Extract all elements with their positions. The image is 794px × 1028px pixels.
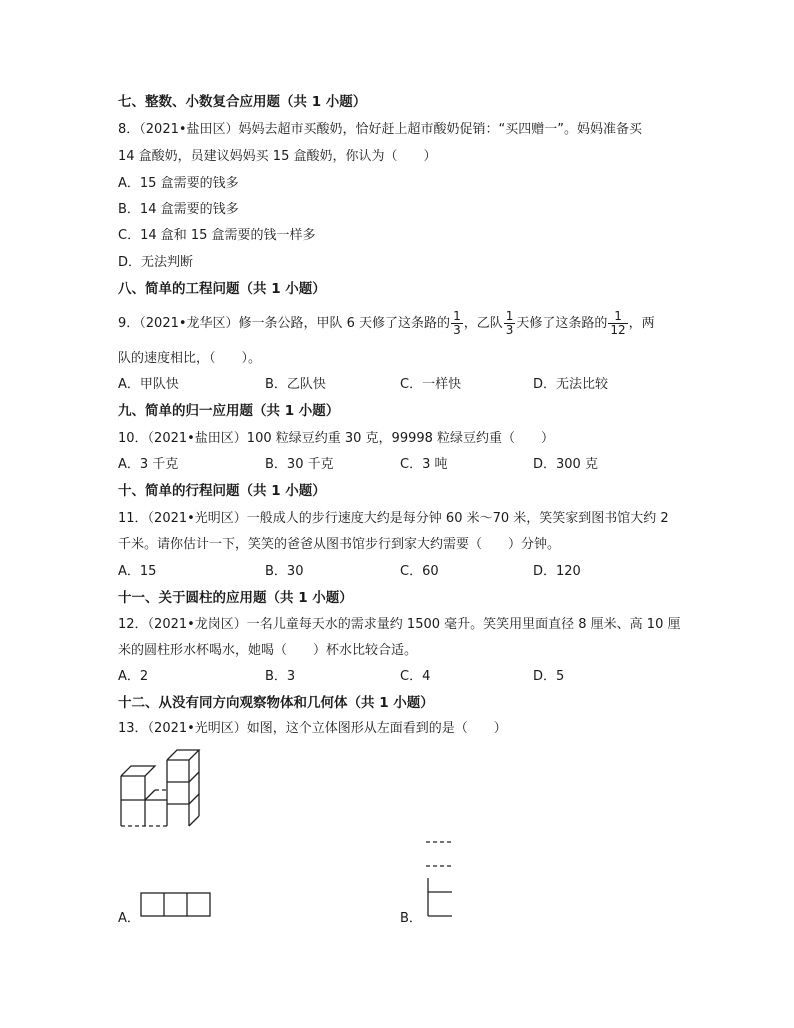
question-11-option-a[interactable]: A．15 bbox=[118, 564, 157, 579]
question-10-option-b[interactable]: B．30 千克 bbox=[265, 457, 334, 472]
question-10-option-d[interactable]: D．300 克 bbox=[533, 457, 598, 472]
question-11-line-1: 11．（2021•光明区）一般成人的步行速度大约是每分钟 60 米～70 米，笑笑家到图书馆大约 2 bbox=[118, 511, 669, 526]
question-9-line-2: 队的速度相比，（ ）。 bbox=[118, 351, 262, 366]
question-10-option-c[interactable]: C．3 吨 bbox=[400, 457, 448, 472]
question-9-option-a[interactable]: A．甲队快 bbox=[118, 377, 179, 392]
cube-stack-figure bbox=[115, 742, 225, 832]
question-12-option-b[interactable]: B．3 bbox=[265, 669, 296, 684]
section-heading-12: 十二、从没有同方向观察物体和几何体（共 1 小题） bbox=[118, 695, 434, 711]
question-11-option-b[interactable]: B．30 bbox=[265, 564, 304, 579]
question-9-text-part-4: ，两 bbox=[628, 316, 655, 331]
question-8-line-1: 8．（2021•盐田区）妈妈去超市买酸奶，恰好赶上超市酸奶促销：“买四赠一”。妈妈准备买 bbox=[118, 122, 642, 137]
question-9-text-part-1: 9．（2021•龙华区）修一条公路，甲队 6 天修了这条路的 bbox=[118, 316, 451, 331]
question-10-option-a[interactable]: A．3 千克 bbox=[118, 457, 179, 472]
section-heading-8: 八、简单的工程问题（共 1 小题） bbox=[118, 281, 326, 297]
fraction-one-twelfth: $\frac{1}{12}$ bbox=[610, 309, 626, 337]
question-12-option-c[interactable]: C．4 bbox=[400, 669, 431, 684]
option-b-column-figure[interactable] bbox=[424, 838, 456, 920]
question-10-line-1: 10．（2021•盐田区）100 粒绿豆约重 30 克，99998 粒绿豆约重（ ） bbox=[118, 431, 555, 446]
question-8-option-d[interactable]: D．无法判断 bbox=[118, 255, 194, 270]
question-9-line-1 bbox=[118, 308, 655, 340]
section-heading-9: 九、简单的归一应用题（共 1 小题） bbox=[118, 403, 340, 419]
question-12-option-a[interactable]: A．2 bbox=[118, 669, 149, 684]
question-9-option-d[interactable]: D．无法比较 bbox=[533, 377, 609, 392]
question-11-option-d[interactable]: D．120 bbox=[533, 564, 581, 579]
question-9-option-b[interactable]: B．乙队快 bbox=[265, 377, 326, 392]
option-a-three-squares-figure[interactable] bbox=[140, 892, 212, 918]
section-heading-10: 十、简单的行程问题（共 1 小题） bbox=[118, 483, 326, 499]
fraction-one-third-b: $\frac{1}{3}$ bbox=[505, 309, 514, 337]
question-9-text-part-3: 天修了这条路的 bbox=[516, 316, 608, 331]
section-heading-7: 七、整数、小数复合应用题（共 1 小题） bbox=[118, 94, 367, 110]
question-13-option-a-label[interactable]: A． bbox=[118, 911, 140, 926]
question-8-option-a[interactable]: A．15 盒需要的钱多 bbox=[118, 176, 239, 191]
question-12-line-2: 米的圆柱形水杯喝水，她喝（ ）杯水比较合适。 bbox=[118, 643, 418, 658]
question-8-line-2: 14 盒酸奶，员建议妈妈买 15 盒酸奶，你认为（ ） bbox=[118, 149, 437, 164]
question-11-line-2: 千米。请你估计一下，笑笑的爸爸从图书馆步行到家大约需要（ ）分钟。 bbox=[118, 537, 561, 552]
section-heading-11: 十一、关于圆柱的应用题（共 1 小题） bbox=[118, 590, 353, 606]
question-8-option-c[interactable]: C．14 盒和 15 盒需要的钱一样多 bbox=[118, 228, 316, 243]
question-12-line-1: 12．（2021•龙岗区）一名儿童每天水的需求量约 1500 毫升。笑笑用里面直径 8 厘米、高 10 厘 bbox=[118, 617, 681, 632]
question-11-option-c[interactable]: C．60 bbox=[400, 564, 439, 579]
question-9-text-part-2: ，乙队 bbox=[463, 316, 503, 331]
question-9-option-c[interactable]: C．一样快 bbox=[400, 377, 462, 392]
question-13-line-1: 13．（2021•光明区）如图，这个立体图形从左面看到的是（ ） bbox=[118, 721, 507, 736]
question-8-option-b[interactable]: B．14 盒需要的钱多 bbox=[118, 202, 239, 217]
question-13-option-b-label[interactable]: B． bbox=[400, 911, 422, 926]
fraction-one-third-a: $\frac{1}{3}$ bbox=[453, 309, 461, 337]
question-12-option-d[interactable]: D．5 bbox=[533, 669, 565, 684]
